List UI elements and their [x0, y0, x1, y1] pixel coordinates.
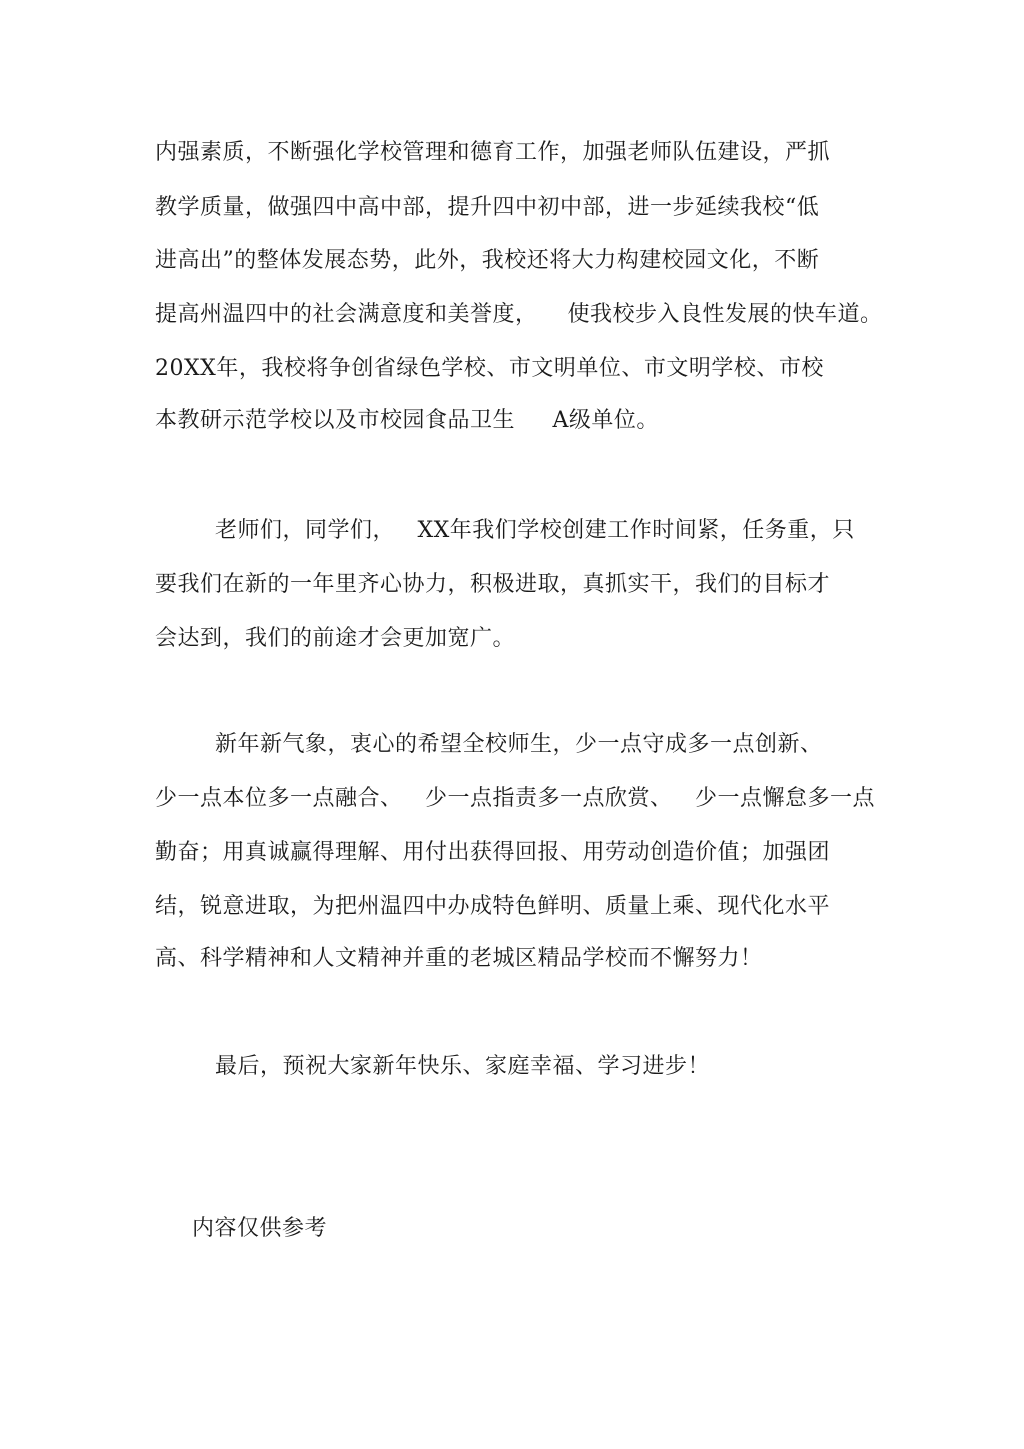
paragraph-line: 会达到，我们的前途才会更加宽广。: [155, 626, 516, 651]
paragraph-line: 进高出”的整体发展态势，此外，我校还将大力构建校园文化，不断: [155, 248, 820, 273]
paragraph-line: 提高州温四中的社会满意度和美誉度， 使我校步入良性发展的快车道。: [155, 302, 883, 327]
paragraph-line: 老师们，同学们， XX年我们学校创建工作时间紧，任务重，只: [215, 518, 855, 543]
paragraph-line: 勤奋；用真诚赢得理解、用付出获得回报、用劳动创造价值；加强团: [155, 840, 831, 865]
paragraph-line: 少一点本位多一点融合、 少一点指责多一点欣赏、 少一点懈怠多一点: [155, 786, 875, 811]
paragraph-line: 本教研示范学校以及市校园食品卫生 A级单位。: [155, 408, 659, 433]
paragraph-line: 内强素质，不断强化学校管理和德育工作，加强老师队伍建设，严抓: [155, 140, 831, 165]
paragraph-line: 最后，预祝大家新年快乐、家庭幸福、学习进步！: [215, 1054, 711, 1079]
paragraph-line: 要我们在新的一年里齐心协力，积极进取，真抓实干，我们的目标才: [155, 572, 831, 597]
footer-note: 内容仅供参考: [192, 1216, 328, 1241]
paragraph-line: 结，锐意进取，为把州温四中办成特色鲜明、质量上乘、现代化水平: [155, 894, 831, 919]
paragraph-line: 高、科学精神和人文精神并重的老城区精品学校而不懈努力！: [155, 946, 763, 971]
paragraph-line: 新年新气象，衷心的希望全校师生，少一点守成多一点创新、: [215, 732, 823, 757]
paragraph-line: 20XX年，我校将争创省绿色学校、市文明单位、市文明学校、市校: [155, 356, 824, 381]
paragraph-line: 教学质量，做强四中高中部，提升四中初中部，进一步延续我校“低: [155, 195, 820, 220]
